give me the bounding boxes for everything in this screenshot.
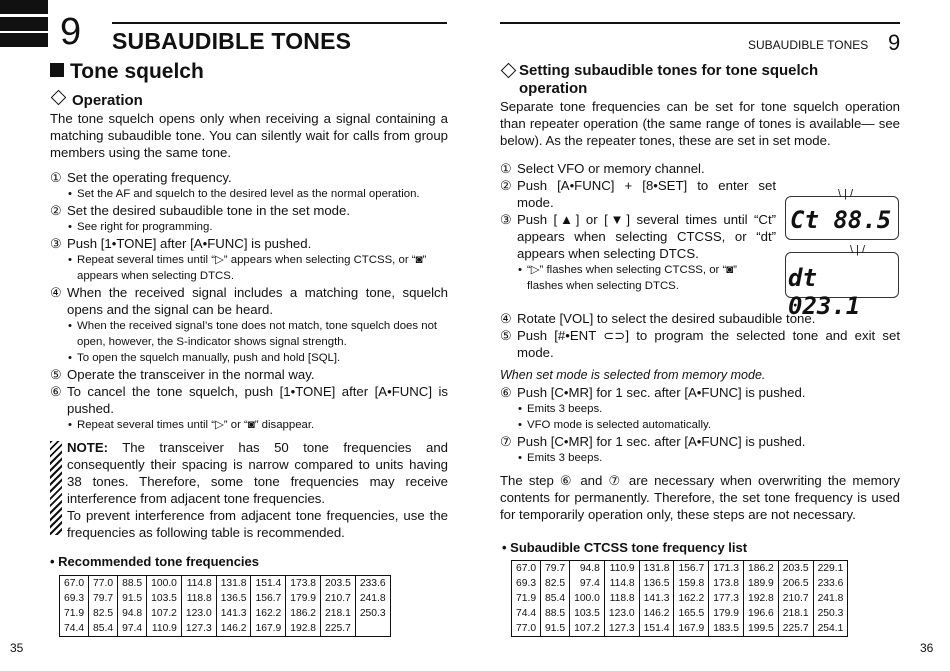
chapter-title: SUBAUDIBLE TONES	[112, 28, 352, 54]
tone-value: 77.0	[93, 578, 114, 589]
tone-value: 162.2	[678, 593, 705, 604]
tone-value: 67.0	[64, 578, 85, 589]
step-item	[500, 433, 900, 450]
tone-column	[813, 561, 848, 637]
step-note: • When the received signal’s tone does not match, tone squelch does not open, however, the S-indicator shows signal strength.	[68, 320, 438, 348]
tone-value: 225.7	[782, 623, 809, 634]
step-item	[50, 284, 448, 318]
tone-value: 179.9	[290, 593, 317, 604]
tone-value: 159.8	[678, 578, 705, 589]
step-note: • See right for programming.	[68, 221, 213, 233]
closing-paragraph: The step ⑥ and ⑦ are necessary when overwriting the memory contents for permanently. Therefore, the set tone frequency is used for temporarily operation only, these steps are not necessary.	[500, 473, 900, 522]
tone-value: 103.5	[574, 608, 600, 619]
step-text: Rotate [VOL] to select the desired subaudible tone.	[517, 311, 816, 326]
tone-value: 179.9	[713, 608, 739, 619]
step-item	[500, 327, 900, 361]
tone-value: 233.6	[817, 578, 844, 589]
step-number: ⑦	[500, 434, 512, 449]
step-list-c	[500, 384, 900, 466]
tone-value: 82.5	[545, 578, 566, 589]
running-head: SUBAUDIBLE TONES	[748, 38, 869, 52]
running-head-number: 9	[888, 30, 901, 55]
tone-value: 241.8	[359, 593, 386, 604]
tone-column	[251, 576, 286, 637]
note-text: The transceiver has 50 tone frequencies and consequently their spacing is narrow compared to units having 38 tones. Therefore, some tone frequencies may receive interference from adjacent tone frequencies.	[67, 440, 448, 506]
step-list-b	[500, 310, 900, 361]
tone-column	[89, 576, 118, 637]
section-title: Tone squelch	[50, 60, 204, 84]
step-number: ③	[50, 236, 62, 251]
tone-column	[286, 576, 321, 637]
step-list	[50, 169, 448, 433]
step-item	[500, 310, 900, 327]
step-number: ②	[500, 178, 512, 193]
tone-value: 94.8	[579, 563, 600, 574]
tone-value: 173.8	[290, 578, 317, 589]
tone-column	[604, 561, 639, 637]
tone-value: 131.8	[643, 563, 670, 574]
step-text: Push [A•FUNC] + [8•SET] to enter set mode.	[517, 178, 776, 210]
tone-value: 71.9	[64, 608, 85, 619]
tone-value: 225.7	[325, 623, 351, 634]
tone-value: 110.9	[609, 563, 635, 574]
step-item	[500, 211, 776, 262]
tone-value: 156.7	[255, 593, 282, 604]
step-note: • Repeat several times until “▷” or “◙” disappear.	[68, 419, 315, 431]
tone-value: 123.0	[608, 608, 635, 619]
tone-value: 146.2	[220, 623, 247, 634]
step-item	[50, 202, 448, 219]
tone-value: 210.7	[325, 593, 351, 604]
tone-value: 91.5	[122, 593, 143, 604]
lcd-dtcs-display	[785, 244, 899, 320]
diamond-icon	[501, 63, 517, 79]
step-note: • Repeat several times until “▷” appears when selecting CTCSS, or “◙” appears when selecting DTCS.	[68, 254, 427, 282]
flash-indicator-icon: \ | /	[838, 188, 854, 200]
chapter-tab-bar	[0, 0, 48, 14]
step-item	[500, 384, 900, 401]
tone-value: 110.9	[151, 623, 177, 634]
tone-value: 97.4	[122, 623, 143, 634]
ctcss-tone-table	[511, 560, 848, 637]
step-text: Push [▲] or [▼] several times until “Ct” appears when selecting CTCSS, or “dt” appears when selecting DTCS.	[517, 212, 776, 261]
tone-value: 162.2	[255, 608, 282, 619]
diamond-icon	[51, 90, 67, 106]
tone-value: 141.3	[643, 593, 670, 604]
tone-value: 107.2	[574, 623, 600, 634]
tone-value: 127.3	[185, 623, 212, 634]
tone-value: 171.3	[713, 563, 739, 574]
tone-value: 250.3	[817, 608, 844, 619]
step-text: Set the desired subaudible tone in the set mode.	[67, 203, 350, 218]
step-item	[500, 160, 776, 177]
tone-value: 241.8	[817, 593, 844, 604]
tone-value: 94.8	[122, 608, 143, 619]
tone-value: 189.9	[748, 578, 774, 589]
tone-value: 123.0	[185, 608, 212, 619]
step-number: ④	[50, 285, 62, 300]
tone-column	[778, 561, 813, 637]
step-number: ①	[500, 161, 512, 176]
step-item	[50, 169, 448, 186]
tone-value: 79.7	[545, 563, 566, 574]
tone-value: 136.5	[643, 578, 670, 589]
step-number: ③	[500, 212, 512, 227]
tone-value: 233.6	[359, 578, 386, 589]
tone-column	[147, 576, 182, 637]
intro-paragraph: The tone squelch opens only when receiving a signal containing a matching subaudible tone. You can silently wait for calls from group members using the same tone.	[50, 111, 448, 160]
tone-value: 88.5	[545, 608, 566, 619]
tone-value: 229.1	[817, 563, 844, 574]
tone-value: 210.7	[782, 593, 809, 604]
tone-value: 156.7	[678, 563, 705, 574]
tone-column	[541, 561, 570, 637]
tone-value: 100.0	[574, 593, 600, 604]
tone-value: 250.3	[359, 608, 386, 619]
note-hatch-bar	[50, 441, 62, 535]
right-column-bottom	[500, 310, 900, 523]
tone-column	[355, 576, 390, 637]
step-number: ④	[500, 311, 512, 326]
step-note: • To open the squelch manually, push and hold [SQL].	[68, 352, 341, 364]
tone-value: 192.8	[748, 593, 774, 604]
lcd-ctcss-display	[785, 188, 899, 240]
running-head-rule	[500, 22, 900, 24]
tone-value: 71.9	[516, 593, 537, 604]
tone-table-row	[512, 561, 848, 637]
tone-value: 167.9	[255, 623, 282, 634]
tone-value: 203.5	[325, 578, 351, 589]
chapter-number: 9	[60, 11, 82, 53]
step-text: When the received signal includes a matching tone, squelch opens and the signal can be heard.	[67, 285, 448, 317]
step-text: Push [#•ENT ⊂⊃] to program the selected tone and exit set mode.	[517, 328, 900, 360]
tone-value: 196.6	[748, 608, 774, 619]
tone-column	[216, 576, 251, 637]
tone-value: 165.5	[678, 608, 705, 619]
tone-value: 82.5	[93, 608, 114, 619]
tone-value: 183.5	[713, 623, 739, 634]
tone-value: 100.0	[151, 578, 177, 589]
note-label: NOTE:	[67, 440, 109, 455]
step-text: Push [C•MR] for 1 sec. after [A•FUNC] is pushed.	[517, 385, 806, 400]
step-item	[50, 235, 448, 252]
lcd-ctcss-text: Ct 88.5	[790, 206, 892, 234]
note-text-2: To prevent interference from adjacent tone frequencies, use the frequencies as following table is recommended.	[67, 508, 448, 540]
flash-indicator-icon: \ | /	[850, 244, 866, 256]
tone-value: 218.1	[325, 608, 351, 619]
step-item	[500, 177, 776, 211]
tone-value: 114.8	[186, 578, 212, 589]
tone-value: 118.8	[609, 593, 635, 604]
tone-value: 173.8	[713, 578, 739, 589]
tone-value: 127.3	[608, 623, 635, 634]
step-note: • Set the AF and squelch to the desired level as the normal operation.	[68, 188, 420, 200]
tone-value: 218.1	[782, 608, 809, 619]
tone-value: 167.9	[678, 623, 705, 634]
tone-value: 131.8	[220, 578, 247, 589]
step-text: To cancel the tone squelch, push [1•TONE] after [A•FUNC] is pushed.	[67, 384, 448, 416]
step-text: Push [C•MR] for 1 sec. after [A•FUNC] is pushed.	[517, 434, 806, 449]
step-number: ⑥	[500, 385, 512, 400]
step-text: Select VFO or memory channel.	[517, 161, 705, 176]
setting-heading: Setting subaudible tones for tone squelch operation	[500, 62, 900, 98]
tone-value: 74.4	[64, 623, 85, 634]
chapter-rule	[112, 22, 447, 24]
tone-value: 192.8	[290, 623, 317, 634]
tone-column	[60, 576, 89, 637]
left-column	[50, 92, 448, 541]
recommended-tone-table	[59, 575, 391, 637]
tone-column	[321, 576, 356, 637]
step-note: • “▷” flashes when selecting CTCSS, or “◙” flashes when selecting DTCS.	[518, 264, 737, 292]
tone-table-row	[60, 576, 391, 637]
lcd-dtcs-text: dt 023.1	[788, 264, 861, 320]
tone-value: 91.5	[545, 623, 566, 634]
tone-value: 74.4	[516, 608, 537, 619]
tone-column	[709, 561, 744, 637]
step-number: ⑤	[50, 367, 62, 382]
step-note: • VFO mode is selected automatically.	[518, 419, 712, 431]
tone-value: 206.5	[782, 578, 809, 589]
tone-value: 85.4	[545, 593, 566, 604]
tone-value	[360, 621, 386, 636]
tone-value: 186.2	[290, 608, 317, 619]
chapter-tab-bar	[0, 17, 48, 31]
tone-value: 136.5	[220, 593, 247, 604]
tone-value: 103.5	[151, 593, 177, 604]
tone-column	[744, 561, 779, 637]
tone-value: 69.3	[516, 578, 537, 589]
tone-column	[118, 576, 147, 637]
tone-value: 146.2	[643, 608, 670, 619]
step-number: ⑤	[500, 328, 512, 343]
right-column-top	[500, 62, 900, 149]
tone-value: 97.4	[579, 578, 600, 589]
note-block	[50, 439, 448, 541]
step-number: ①	[50, 170, 62, 185]
tone-value: 151.4	[255, 578, 282, 589]
tone-value: 254.1	[817, 623, 844, 634]
setting-intro: Separate tone frequencies can be set for tone squelch operation than repeater operation (the same range of tones is available— see below). As the repeater tones, these are set in set mode.	[500, 99, 900, 148]
tone-value: 177.3	[713, 593, 739, 604]
tone-value: 79.7	[93, 593, 114, 604]
tone-value: 85.4	[93, 623, 114, 634]
tone-column	[674, 561, 709, 637]
step-number: ②	[50, 203, 62, 218]
tone-value: 77.0	[516, 623, 537, 634]
page-number-right: 36	[920, 641, 934, 655]
square-bullet-icon	[50, 63, 64, 77]
step-text: Push [1•TONE] after [A•FUNC] is pushed.	[67, 236, 312, 251]
memory-mode-note: When set mode is selected from memory mode.	[500, 368, 766, 382]
tone-value: 203.5	[782, 563, 809, 574]
step-item	[50, 383, 448, 417]
step-list-a	[500, 160, 776, 294]
tone-value: 107.2	[151, 608, 177, 619]
tone-value: 118.8	[186, 593, 212, 604]
step-note: • Emits 3 beeps.	[518, 403, 603, 415]
ctcss-table-title: • Subaudible CTCSS tone frequency list	[502, 540, 748, 555]
tone-column	[512, 561, 541, 637]
tone-value: 69.3	[64, 593, 85, 604]
recommended-table-title: • Recommended tone frequencies	[50, 554, 259, 569]
tone-value: 141.3	[220, 608, 247, 619]
tone-value: 114.8	[609, 578, 635, 589]
tone-value: 199.5	[748, 623, 774, 634]
chapter-tab-bar	[0, 33, 48, 47]
tone-value: 67.0	[516, 563, 537, 574]
operation-heading: Operation	[50, 92, 448, 110]
tone-column	[181, 576, 216, 637]
tone-column	[570, 561, 605, 637]
page-number-left: 35	[10, 641, 24, 655]
step-text: Set the operating frequency.	[67, 170, 232, 185]
step-item	[50, 366, 448, 383]
tone-column	[639, 561, 674, 637]
tone-value: 88.5	[122, 578, 143, 589]
step-note: • Emits 3 beeps.	[518, 452, 603, 464]
step-text: Operate the transceiver in the normal way.	[67, 367, 315, 382]
step-number: ⑥	[50, 384, 62, 399]
tone-value: 151.4	[643, 623, 670, 634]
tone-value: 186.2	[748, 563, 774, 574]
